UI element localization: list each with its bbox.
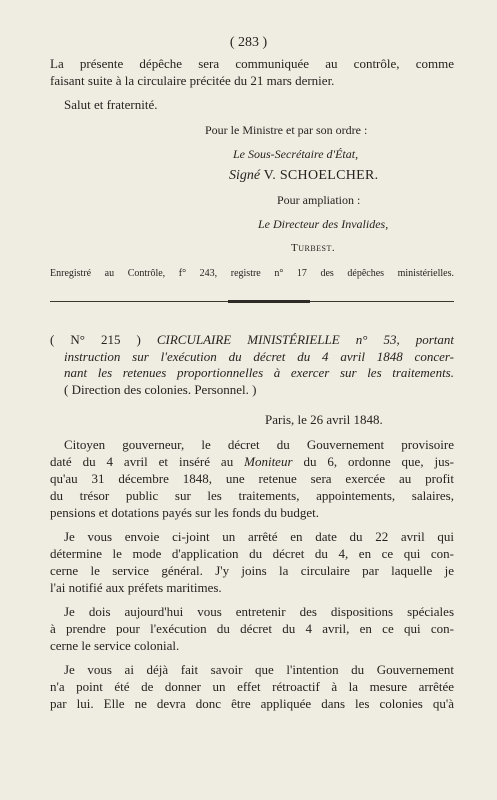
signature-line [229, 168, 378, 184]
paragraph-line: Je dois aujourd'hui vous entretenir des dispositions spéciales [64, 604, 454, 619]
circular-heading-line [50, 332, 454, 348]
paragraph-line: détermine le mode d'application du décret du 4, en ce qui con- [50, 546, 454, 561]
signature-name: V. SCHOELCHER. [263, 168, 379, 183]
signature-line: Pour le Ministre et par son ordre : [205, 123, 368, 137]
page-number: ( 283 ) [229, 35, 268, 50]
paragraph-line: pensions et dotations payés sur les fonds du budget. [50, 505, 319, 520]
text-run: daté du 4 avril et inséré au [50, 454, 245, 469]
paragraph-line: Je vous ai déjà fait savoir que l'intention du Gouvernement [64, 662, 454, 677]
paragraph-line: La présente dépêche sera communiquée au contrôle, comme [50, 56, 454, 71]
paragraph-line: n'a point été de donner un effet rétroactif à la mesure arrêtée [50, 679, 454, 694]
paragraph-line: Je vous envoie ci-joint un arrêté en date du 22 avril qui [64, 529, 454, 544]
newspaper-title: Moniteur [244, 454, 293, 469]
dateline: Paris, le 26 avril 1848. [265, 412, 383, 427]
circular-number: ( N° 215 ) [50, 332, 141, 347]
registration-note: Enregistré au Contrôle, f° 243, registre n° 17 des dépêches ministérielles. [50, 268, 454, 279]
circular-direction: ( Direction des colonies. Personnel. ) [64, 382, 257, 397]
paragraph-line: l'ai notifié aux préfets maritimes. [50, 580, 222, 595]
signature-line: Pour ampliation : [277, 193, 361, 207]
section-divider [50, 298, 454, 306]
paragraph-line [50, 454, 454, 470]
circular-heading-line: instruction sur l'exécution du décret du 4 avril 1848 concer- [64, 349, 454, 364]
salutation: Salut et fraternité. [64, 97, 158, 112]
signature-line: Le Sous-Secrétaire d'État, [233, 147, 359, 161]
paragraph-line: du trésor public sur les traitements, appointements, salaires, [50, 488, 454, 503]
signature-line: Le Directeur des Invalides, [258, 217, 389, 231]
divider-ornament [228, 300, 310, 303]
circular-heading-line: nant les retenues proportionnelles à exercer sur les traitements. [64, 365, 454, 380]
circular-title: CIRCULAIRE MINISTÉRIELLE n° 53, portant [156, 332, 455, 347]
paragraph-line: par lui. Elle ne devra donc être appliquée dans les colonies qu'à [50, 696, 454, 711]
signature-line: Turbest. [291, 242, 336, 254]
paragraph-line: qu'au 31 décembre 1848, une retenue sera exercée au profit [50, 471, 454, 486]
paragraph-line: cerne le service colonial. [50, 638, 180, 653]
paragraph-line: Citoyen gouverneur, le décret du Gouvernement provisoire [64, 437, 454, 452]
paragraph-line: faisant suite à la circulaire précitée du 21 mars dernier. [50, 73, 335, 88]
paragraph-line: à prendre pour l'exécution du décret du 4 avril, en ce qui con- [50, 621, 454, 636]
text-run: du 6, ordonne que, jus- [292, 454, 454, 469]
paragraph-line: cerne le service général. J'y joins la circulaire par laquelle je [50, 563, 454, 578]
signature-prefix: Signé [229, 168, 261, 183]
